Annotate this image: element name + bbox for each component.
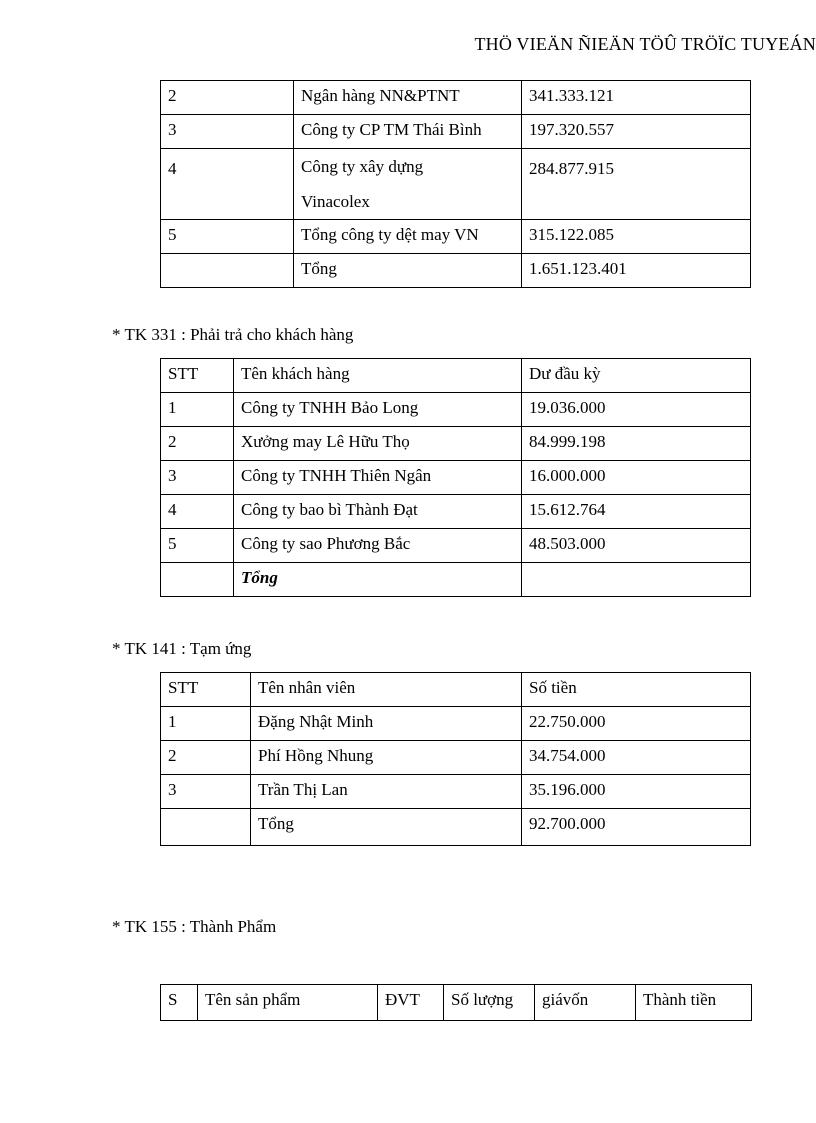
name-cell: Tổng [251, 809, 522, 846]
receivables-table [160, 80, 751, 288]
name-cell: Trần Thị Lan [251, 775, 522, 809]
stt-cell: 4 [161, 495, 234, 529]
section-title-tk331: * TK 331 : Phải trả cho khách hàng [112, 325, 354, 344]
name-cell: Tổng công ty dệt may VN [294, 220, 522, 254]
stt-cell: 1 [161, 393, 234, 427]
table-row [161, 115, 751, 149]
stt-cell: 3 [161, 115, 294, 149]
table-row [161, 775, 751, 809]
column-header: Số tiền [522, 673, 751, 707]
table-header-row [161, 985, 752, 1021]
column-header: STT [161, 673, 251, 707]
amount-cell: 341.333.121 [522, 81, 751, 115]
name-cell: Đặng Nhật Minh [251, 707, 522, 741]
finished-goods-table [160, 984, 752, 1021]
amount-cell: 22.750.000 [522, 707, 751, 741]
name-cell: Công ty sao Phương Bắc [234, 529, 522, 563]
stt-cell [161, 563, 234, 597]
amount-cell: 19.036.000 [522, 393, 751, 427]
amount-cell: 15.612.764 [522, 495, 751, 529]
table-row [161, 393, 751, 427]
stt-cell: 4 [161, 149, 294, 220]
name-line: Công ty xây dựng [301, 157, 424, 176]
column-header: ĐVT [378, 985, 444, 1021]
name-cell: Công ty bao bì Thành Đạt [234, 495, 522, 529]
column-header: Tên sản phẩm [198, 985, 378, 1021]
column-header: giávốn [535, 985, 636, 1021]
table-row [161, 707, 751, 741]
column-header: Tên nhân viên [251, 673, 522, 707]
amount-cell: 284.877.915 [522, 149, 751, 220]
stt-cell: 2 [161, 427, 234, 461]
name-cell: Công ty TNHH Bảo Long [234, 393, 522, 427]
column-header: Dư đầu kỳ [522, 359, 751, 393]
table-row [161, 741, 751, 775]
column-header: Thành tiền [636, 985, 752, 1021]
column-header: S [161, 985, 198, 1021]
advances-table [160, 672, 751, 846]
name-cell [294, 149, 522, 220]
stt-cell: 5 [161, 529, 234, 563]
total-row [161, 254, 751, 288]
table-row [161, 529, 751, 563]
stt-cell: 3 [161, 461, 234, 495]
name-cell: Công ty TNHH Thiên Ngân [234, 461, 522, 495]
name-line: Vinacolex [301, 192, 370, 211]
amount-cell: 48.503.000 [522, 529, 751, 563]
table-row [161, 427, 751, 461]
amount-cell: 34.754.000 [522, 741, 751, 775]
column-header: Tên khách hàng [234, 359, 522, 393]
table-row [161, 149, 751, 220]
total-label: Tổng [234, 563, 522, 597]
stt-cell: 5 [161, 220, 294, 254]
table-header-row [161, 359, 751, 393]
name-cell: Phí Hồng Nhung [251, 741, 522, 775]
section-title-tk141: * TK 141 : Tạm ứng [112, 639, 252, 658]
name-cell: Tổng [294, 254, 522, 288]
amount-cell: 84.999.198 [522, 427, 751, 461]
total-row [161, 563, 751, 597]
stt-cell [161, 809, 251, 846]
stt-cell: 2 [161, 741, 251, 775]
total-row [161, 809, 751, 846]
table-row [161, 461, 751, 495]
amount-cell: 315.122.085 [522, 220, 751, 254]
column-header: STT [161, 359, 234, 393]
amount-cell: 16.000.000 [522, 461, 751, 495]
payables-table [160, 358, 751, 597]
name-cell: Xưởng may Lê Hữu Thọ [234, 427, 522, 461]
table-row [161, 495, 751, 529]
stt-cell [161, 254, 294, 288]
stt-cell: 2 [161, 81, 294, 115]
amount-cell: 92.700.000 [522, 809, 751, 846]
amount-cell: 35.196.000 [522, 775, 751, 809]
stt-cell: 1 [161, 707, 251, 741]
table-row [161, 81, 751, 115]
page-header: THÖ VIEÄN ÑIEÄN TÖÛ TRÖÏC TUYEÁN [474, 34, 816, 54]
name-cell: Công ty CP TM Thái Bình [294, 115, 522, 149]
name-cell: Ngân hàng NN&PTNT [294, 81, 522, 115]
column-header: Số lượng [444, 985, 535, 1021]
amount-cell: 1.651.123.401 [522, 254, 751, 288]
stt-cell: 3 [161, 775, 251, 809]
section-title-tk155: * TK 155 : Thành Phẩm [112, 917, 277, 936]
amount-cell [522, 563, 751, 597]
table-row [161, 220, 751, 254]
table-header-row [161, 673, 751, 707]
amount-cell: 197.320.557 [522, 115, 751, 149]
